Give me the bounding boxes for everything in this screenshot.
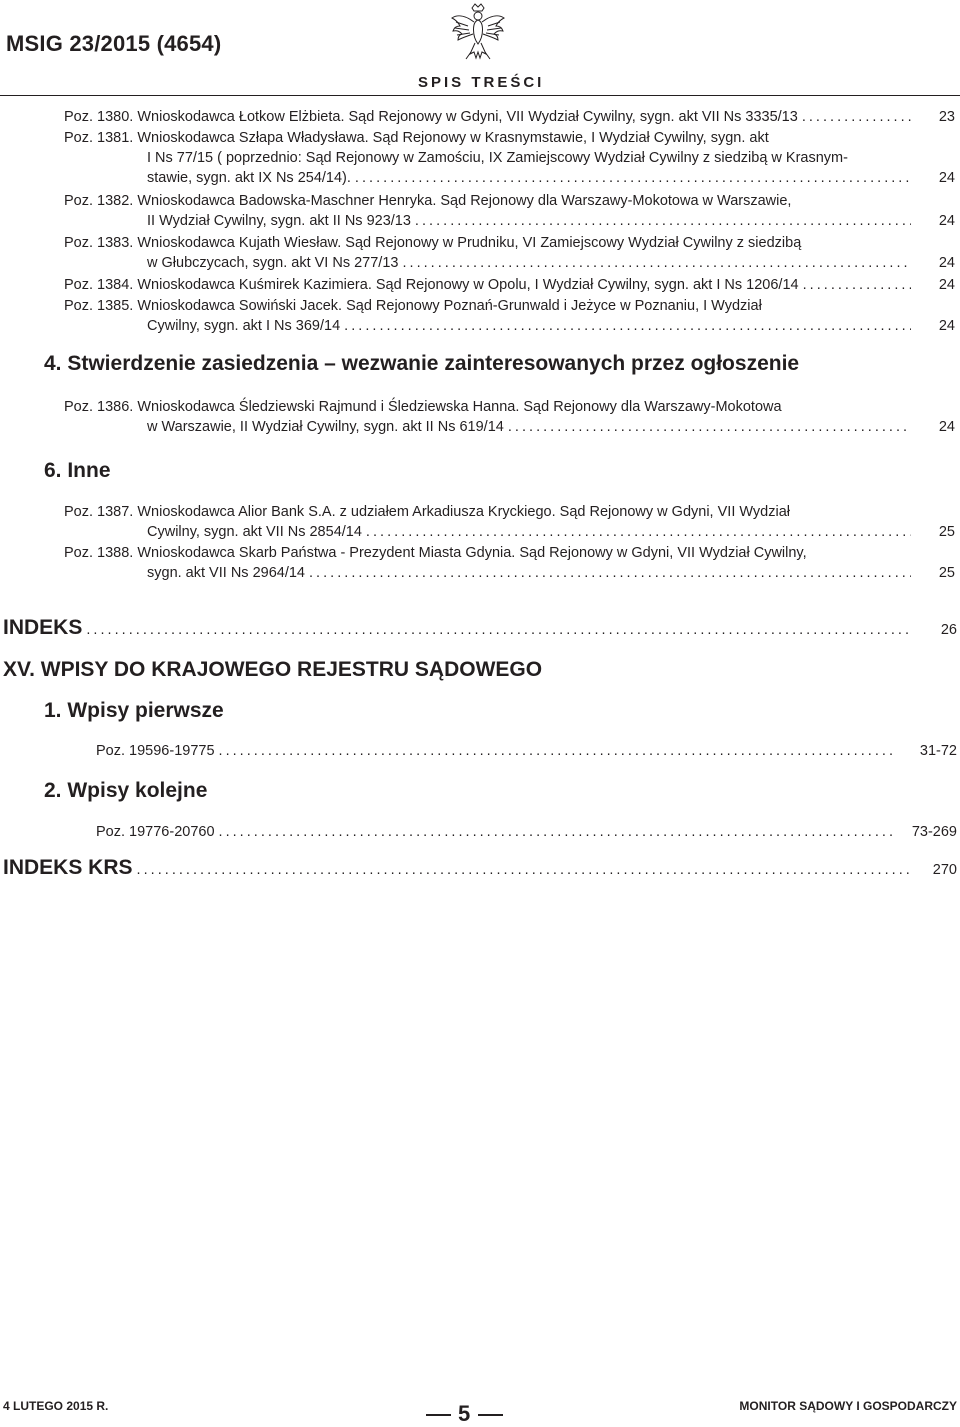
entry-text: stawie, sygn. akt IX Ns 254/14).: [147, 170, 351, 186]
toc-entry-wpisy-pierwsze[interactable]: [96, 741, 957, 761]
toc-entry-wpisy-kolejne[interactable]: [96, 822, 957, 842]
header-divider: [0, 95, 960, 96]
table-of-contents-heading: SPIS TREŚCI: [418, 74, 545, 91]
entry-text: Poz. 1386. Wnioskodawca Śledziewski Rajmund i Śledziewska Hanna. Sąd Rejonowy dla Warszawy-Mokotowa: [64, 399, 782, 415]
page-number: 24: [938, 419, 955, 435]
footer-dash-left: [426, 1414, 451, 1416]
leader-dots: [351, 168, 911, 188]
entry-text: INDEKS: [3, 616, 83, 639]
entry-text: Poz. 1388. Wnioskodawca Skarb Państwa - Prezydent Miasta Gdynia. Sąd Rejonowy w Gdyni, VII Wydział Cywilny,: [64, 545, 807, 561]
footer-date: 4 LUTEGO 2015 R.: [3, 1399, 109, 1413]
toc-entry-1381[interactable]: [64, 128, 955, 188]
leader-dots: [340, 316, 911, 336]
entry-text: II Wydział Cywilny, sygn. akt II Ns 923/13: [147, 213, 411, 229]
page-number: 31-72: [919, 743, 957, 759]
leader-dots: [133, 860, 913, 880]
entry-text: sygn. akt VII Ns 2964/14: [147, 565, 305, 581]
toc-entry-1383[interactable]: [64, 233, 955, 273]
entry-text: Poz. 1384. Wnioskodawca Kuśmirek Kazimiera. Sąd Rejonowy w Opolu, I Wydział Cywilny, sygn. akt I Ns 1206/14: [64, 277, 799, 293]
entry-text: Poz. 1381. Wnioskodawca Szłapa Władysława. Sąd Rejonowy w Krasnymstawie, I Wydział Cywilny, sygn. akt: [64, 130, 769, 146]
entry-text: Cywilny, sygn. akt VII Ns 2854/14: [147, 524, 362, 540]
page-number: 25: [938, 524, 955, 540]
entry-text: w Głubczycach, sygn. akt VI Ns 277/13: [147, 255, 399, 271]
subsection-heading-wpisy-kolejne: 2. Wpisy kolejne: [44, 779, 208, 802]
toc-entry-1385[interactable]: [64, 296, 955, 336]
polish-eagle-emblem-icon: [448, 2, 508, 62]
entry-text: Cywilny, sygn. akt I Ns 369/14: [147, 318, 341, 334]
toc-entry-1382[interactable]: [64, 191, 955, 231]
footer-publication-name: MONITOR SĄDOWY I GOSPODARCZY: [739, 1399, 957, 1413]
footer-dash-right: [478, 1414, 503, 1416]
entry-text: Poz. 1380. Wnioskodawca Łotkow Elżbieta. Sąd Rejonowy w Gdyni, VII Wydział Cywilny, sygn. akt VII Ns 3335/13: [64, 109, 798, 125]
toc-entry-1386[interactable]: [64, 397, 955, 437]
entry-text: Poz. 19596-19775: [96, 743, 215, 759]
leader-dots: [215, 741, 895, 761]
entry-text: Poz. 1387. Wnioskodawca Alior Bank S.A. z udziałem Arkadiusza Kryckiego. Sąd Rejonowy w Gdyni, VII Wydział: [64, 504, 791, 520]
entry-text: Poz. 1382. Wnioskodawca Badowska-Maschner Henryka. Sąd Rejonowy dla Warszawy-Mokotowa w Warszawie,: [64, 193, 792, 209]
subsection-heading-wpisy-pierwsze: 1. Wpisy pierwsze: [44, 699, 224, 722]
page-number: 26: [940, 622, 957, 638]
leader-dots: [82, 620, 913, 640]
page-number: 73-269: [911, 824, 957, 840]
toc-entry-1380[interactable]: [64, 107, 955, 127]
section-heading-xv: XV. WPISY DO KRAJOWEGO REJESTRU SĄDOWEGO: [3, 658, 543, 681]
toc-entry-1387[interactable]: [64, 502, 955, 542]
entry-text: INDEKS KRS: [3, 856, 133, 879]
leader-dots: [799, 275, 911, 295]
toc-entry-1384[interactable]: [64, 275, 955, 295]
footer-page-number: 5: [458, 1401, 471, 1426]
entry-text: I Ns 77/15 ( poprzednio: Sąd Rejonowy w Zamościu, IX Zamiejscowy Wydział Cywilny z siedzibą w Krasnym-: [147, 150, 848, 166]
page-number: 24: [938, 277, 955, 293]
entry-text: w Warszawie, II Wydział Cywilny, sygn. akt II Ns 619/14: [147, 419, 504, 435]
page-number: 24: [938, 255, 955, 271]
page-number: 24: [938, 170, 955, 186]
section-heading-4: 4. Stwierdzenie zasiedzenia – wezwanie zainteresowanych przez ogłoszenie: [44, 352, 800, 375]
publication-issue-title: MSIG 23/2015 (4654): [6, 31, 222, 56]
leader-dots: [504, 417, 911, 437]
leader-dots: [798, 107, 911, 127]
entry-text: Poz. 1383. Wnioskodawca Kujath Wiesław. Sąd Rejonowy w Prudniku, VI Zamiejscowy Wydział Cywilny z siedzibą: [64, 235, 802, 251]
entry-text: Poz. 19776-20760: [96, 824, 215, 840]
toc-entry-indeks-krs[interactable]: [3, 858, 957, 884]
page-number: 24: [938, 318, 955, 334]
page-number: 24: [938, 213, 955, 229]
leader-dots: [398, 253, 911, 273]
leader-dots: [362, 522, 911, 542]
page-number: 25: [938, 565, 955, 581]
entry-text: Poz. 1385. Wnioskodawca Sowiński Jacek. Sąd Rejonowy Poznań-Grunwald i Jeżyce w Poznaniu, I Wydział: [64, 298, 762, 314]
leader-dots: [305, 563, 911, 583]
page-number: 23: [938, 109, 955, 125]
section-heading-6: 6. Inne: [44, 459, 111, 482]
page-number: 270: [932, 862, 957, 878]
toc-entry-indeks[interactable]: [3, 618, 957, 644]
toc-entry-1388[interactable]: [64, 543, 955, 583]
leader-dots: [215, 822, 895, 842]
leader-dots: [411, 211, 911, 231]
